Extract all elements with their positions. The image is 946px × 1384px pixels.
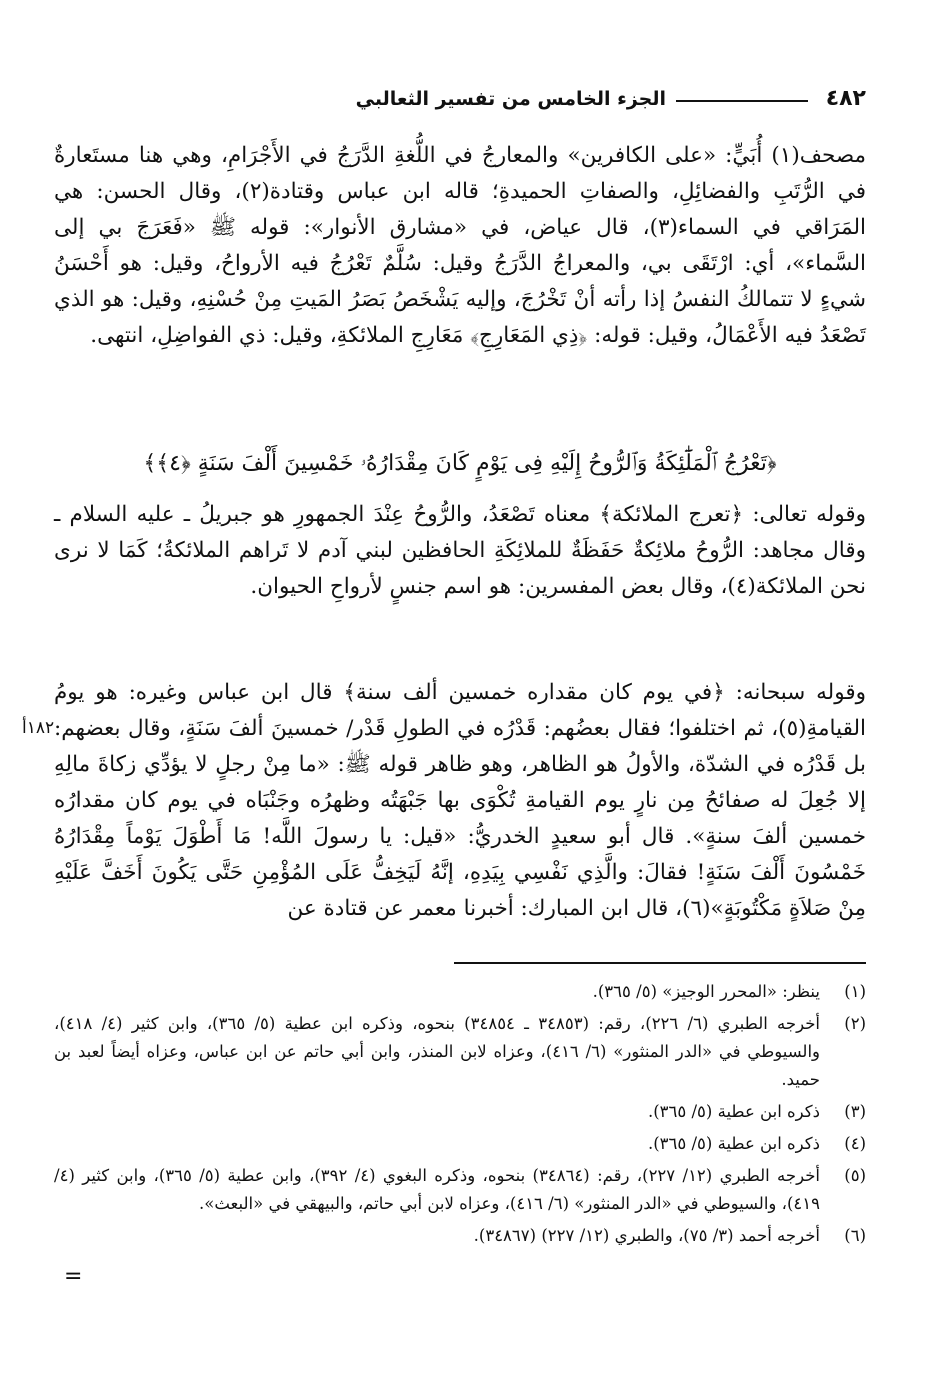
- continuation-mark: =: [64, 1264, 83, 1289]
- quran-verse: ﴿تَعْرُجُ ٱلْمَلَٰٓئِكَةُ وَٱلرُّوحُ إِلَيْهِ فِى يَوْمٍ كَانَ مِقْدَارُهُۥ خَمْسِينَ أَلْفَ سَنَةٍ ﴿٤﴾﴾: [143, 451, 777, 476]
- footnote-number: (٤): [844, 1134, 866, 1153]
- margin-folio-note: ١٨٢أ: [22, 718, 55, 738]
- paragraph-3-text: وقوله سبحانه: ﴿في يوم كان مقداره خمسين ألف سنة﴾ قال ابن عباس وغيره: هو يومُ القيامةِ(٥)، ثم اختلفوا؛ فقال بعضُهم: قَدْرُه في الطولِ قَدْر/ خمسينَ ألفَ سَنَةٍ، وقال بعضهم: بل قَدْرُه في الشدّة، والأولُ هو الظاهر، وهو ظاهر قوله ﷺ: «ما مِنْ رجلٍ لا يؤدِّي زكاةَ مالِهِ إلا جُعِلَ له صفائحُ مِن نارٍ يوم القيامةِ تُكْوَى بها جَبْهَتُه وظهرُه وجَنْبَاه في يوم كان مقدارُه خمسين ألفَ سنةٍ». قال أبو سعيدٍ الخدريُّ: «قيل: يا رسولَ اللَّه! مَا أَطْوَلَ يَوْماً مِقْدَارُهُ خَمْسُونَ أَلْفَ سَنَةٍ! فقالَ: والَّذِي نَفْسِي بِيَدِهِ، إنَّهُ لَيَخِفُّ عَلَى المُؤْمِنِ حَتَّى يَكُونَ أَخَفَّ عَلَيْهِ مِنْ صَلاَةٍ مَكْتُوبَةٍ»(٦)، قال ابن المبارك: أخبرنا معمر عن قتادة عن: [54, 680, 866, 921]
- paragraph-3: [54, 675, 866, 927]
- header-rule: [676, 100, 808, 102]
- paragraph-2-text: وقوله تعالى: ﴿تعرج الملائكة﴾ معناه تَصْعَدُ، والرُّوحُ عِنْدَ الجمهورِ هو جبريلُ ـ عليه السلام ـ وقال مجاهد: الرُّوحُ ملائِكةٌ حَفَظَةٌ للملائِكَةِ الحافظين لبني آدم لا تَراهم الملائكةُ؛ كَمَا لا نرى نحن الملائكة(٤)، وقال بعض المفسرين: هو اسم جنسٍ لأرواحِ الحيوان.: [54, 502, 866, 599]
- footnote: [54, 978, 866, 1006]
- footnote-text: ينظر: «المحرر الوجيز» (٥/ ٣٦٥).: [592, 982, 820, 1001]
- footnote-text: أخرجه أحمد (٣/ ٧٥)، والطبري (١٢/ ٢٢٧) (٣٤٨٦٧).: [473, 1226, 820, 1245]
- footnote-text: ذكره ابن عطية (٥/ ٣٦٥).: [647, 1102, 820, 1121]
- footnote: [54, 1098, 866, 1126]
- footnote-text: أخرجه الطبري (٦/ ٢٢٦)، رقم: (٣٤٨٥٣ ـ ٣٤٨٥٤) بنحوه، وذكره ابن عطية (٥/ ٣٦٥)، وابن كثير (٤/ ٤١٨)، والسيوطي في «الدر المنثور» (٦/ ٤١٦)، وعزاه لابن المنذر، وابن أبي حاتم عن ابن عباس، وعزاه أيضاً لعبد بن حميد.: [54, 1014, 820, 1089]
- footnote: [54, 1010, 866, 1094]
- footnote-number: (٢): [844, 1014, 866, 1033]
- paragraph-1-text: مصحف(١) أُبَيٍّ: «على الكافرين» والمعارجُ في اللُّغةِ الدَّرَجُ في الأَجْرَامِ، وهي هنا مستَعارةٌ في الرُّتَبِ والفضائِلِ، والصفاتِ الحميدةِ؛ قاله ابن عباس وقتادة(٢)، وقال الحسن: هي المَرَاقي في السماء(٣)، قال عياض، في «مشارق الأنوار»: قوله ﷺ «فَعَرَجَ بي إلى السَّماء»، أي: ارْتَقَى بي، والمعراجُ الدَّرَجُ وقيل: سُلَّمٌ تَعْرُجُ فيه الأرواحُ، وقيل: هو أَحْسَنُ شيءٍ لا تتمالكُ النفسُ إذا رأته أنْ تَخْرُجَ، وإليه يَشْخَصُ بَصَرُ المَيتِ مِنْ حُسْنِهِ، وقيل: هو الذي تَصْعَدُ فيه الأَعْمَالُ، وقيل: قوله: ﴿ذِي المَعَارِجِ﴾ مَعَارِجِ الملائكةِ، وقيل: ذي الفواضِلِ، انتهى.: [54, 143, 866, 348]
- footnote-separator: [454, 962, 866, 964]
- footnote-number: (٣): [844, 1102, 866, 1121]
- running-title: الجزء الخامس من تفسير الثعالبي: [355, 88, 666, 110]
- footnote-number: (٦): [844, 1226, 866, 1245]
- footnote-text: أخرجه الطبري (١٢/ ٢٢٧)، رقم: (٣٤٨٦٤) بنحوه، وذكره البغوي (٤/ ٣٩٢)، وابن عطية (٥/ ٣٦٥)، وابن كثير (٤/ ٤١٩)، والسيوطي في «الدر المنثور» (٦/ ٤١٦)، وعزاه لابن أبي حاتم، والبيهقي في «البعث».: [54, 1166, 820, 1213]
- page-number: ٤٨٢: [825, 86, 866, 111]
- footnote: [54, 1222, 866, 1250]
- page-header: [40, 86, 866, 120]
- footnotes: [54, 978, 866, 1254]
- footnote-number: (٥): [844, 1166, 866, 1185]
- footnote-number: (١): [844, 982, 866, 1001]
- paragraph-1: [54, 138, 866, 354]
- paragraph-2: [54, 497, 866, 605]
- footnote: [54, 1130, 866, 1158]
- footnote: [54, 1162, 866, 1218]
- footnote-text: ذكره ابن عطية (٥/ ٣٦٥).: [647, 1134, 820, 1153]
